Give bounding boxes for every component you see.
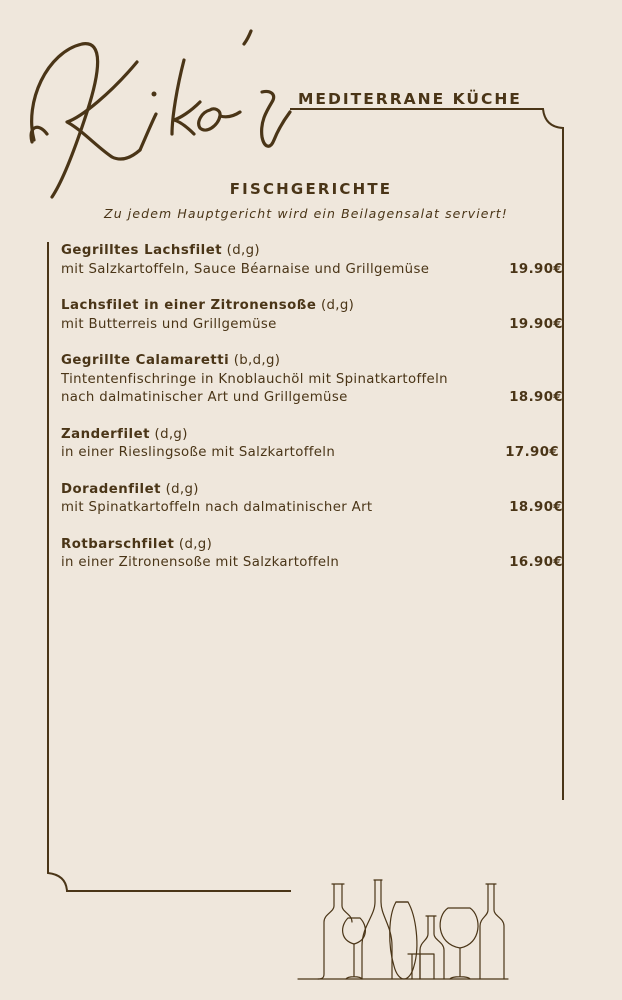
- menu-item: [61, 352, 563, 408]
- bottles-illustration: [296, 876, 514, 984]
- item-description: in einer Zitronensoße mit Salzkartoffeln: [61, 555, 340, 570]
- menu-item: [61, 426, 563, 463]
- item-description: Tintentenfischringe in Knoblauchöl mit Spinatkartoffeln: [61, 371, 448, 387]
- item-price: 19.90€: [509, 261, 563, 277]
- item-tags: (d,g): [178, 536, 213, 552]
- menu-item: [61, 481, 563, 518]
- item-price: 18.90€: [509, 390, 563, 405]
- item-price: 18.90€: [509, 500, 563, 515]
- item-tags: (d,g): [165, 481, 199, 497]
- item-tags: (b,d,g): [233, 353, 281, 368]
- item-tags: (d,g): [320, 298, 355, 313]
- menu-item: [61, 297, 563, 334]
- item-description: mit Spinatkartoffeln nach dalmatinischer Art: [61, 500, 373, 515]
- item-price: 17.90€: [505, 445, 559, 460]
- section-title: FISCHGERICHTE: [229, 180, 393, 198]
- item-tags: (d,g): [226, 243, 260, 258]
- item-description: nach dalmatinischer Art und Grillgemüse: [61, 390, 348, 405]
- restaurant-subtitle: MEDITERRANE KÜCHE: [298, 90, 522, 108]
- item-price: 19.90€: [509, 316, 563, 332]
- section-note: Zu jedem Hauptgericht wird ein Beilagensalat serviert!: [104, 206, 508, 221]
- item-name: Rotbarschfilet: [61, 536, 175, 552]
- item-price: 16.90€: [509, 555, 563, 570]
- item-name: Gegrilltes Lachsfilet: [61, 243, 223, 258]
- menu-item: [61, 536, 563, 573]
- item-name: Gegrillte Calamaretti: [61, 353, 230, 368]
- item-tags: (d,g): [154, 426, 188, 442]
- item-name: Lachsfilet in einer Zitronensoße: [61, 298, 317, 313]
- item-name: Doradenfilet: [61, 481, 161, 497]
- item-description: mit Butterreis und Grillgemüse: [61, 316, 277, 332]
- item-description: in einer Rieslingsoße mit Salzkartoffeln: [61, 445, 336, 460]
- menu-list: [61, 242, 563, 591]
- item-description: mit Salzkartoffeln, Sauce Béarnaise und Grillgemüse: [61, 261, 430, 277]
- menu-item: [61, 242, 563, 279]
- item-name: Zanderfilet: [61, 426, 150, 442]
